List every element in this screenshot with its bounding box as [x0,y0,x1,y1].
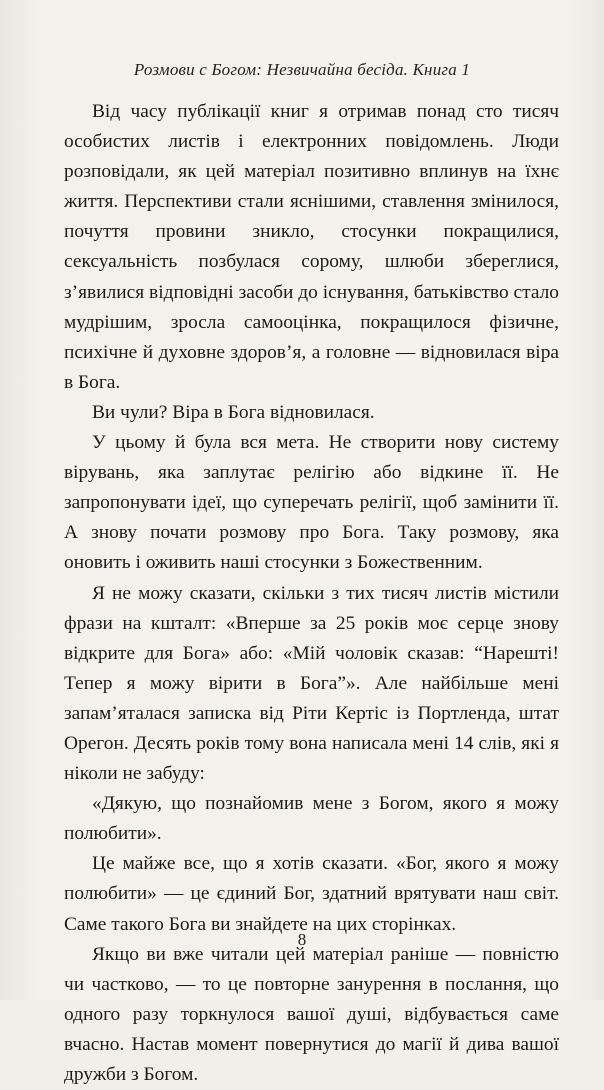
paragraph: Я не можу сказати, скільки з тих тисяч листів містили фрази на кшталт: «Вперше за 25 років моє серце знову відкрите для Бога» або: «Мій чоловік сказав: “Нарешті! Тепер я можу вірити в Бога”». Але найбільше мені запам’яталася записка від Ріти Кертіс із Портленда, штат Орегон. Десять років тому вона написала мені 14 слів, які я ніколи не забуду: [64,582,559,785]
paragraph: Якщо ви вже читали цей матеріал раніше — повністю чи частково, — то це повторне занурення в послання, що одного разу торкнулося вашої душі, відбувається саме вчасно. Настав момент повернутися до магії й дива вашої дружби з Богом. [64,943,559,1085]
page-number: 8 [297,930,307,949]
running-header: Розмови с Богом: Незвичайна бесіда. Книга 1 [133,60,471,79]
paragraph: У цьому й була вся мета. Не створити нову систему вірувань, яка заплутає релігію або відкине її. Не запропонувати ідеї, що суперечать релігії, щоб замінити її. А знову почати розмову про Бога. Таку розмову, яка оновить і оживить наші стосунки з Божественним. [64,432,559,574]
paragraph: Ви чули? Віра в Бога відновилася. [92,401,375,423]
paragraph: Це майже все, що я хотів сказати. «Бог, якого я можу полюбити» — це єдиний Бог, здатний врятувати наш світ. Саме такого Бога ви знайдете на цих сторінках. [64,853,559,935]
paragraph: Від часу публікації книг я отримав понад сто тисяч особистих листів і електронних повідомлень. Люди розповідали, як цей матеріал позитивно вплинув на їхнє життя. Перспективи стали яснішими, ставлення змінилося, почуття провини зникло, стосунки покращилися, сексуальність позбулася сорому, шлюби збереглися, з’явилися відповідні засоби до існування, батьківство стало мудрішим, зросла самооцінка, покращилося фізичне, психічне й духовне здоров’я, а головне — відновилася віра в Бога. [64,101,559,393]
paragraph: «Дякую, що познайомив мене з Богом, якого я можу полюбити». [64,793,559,845]
